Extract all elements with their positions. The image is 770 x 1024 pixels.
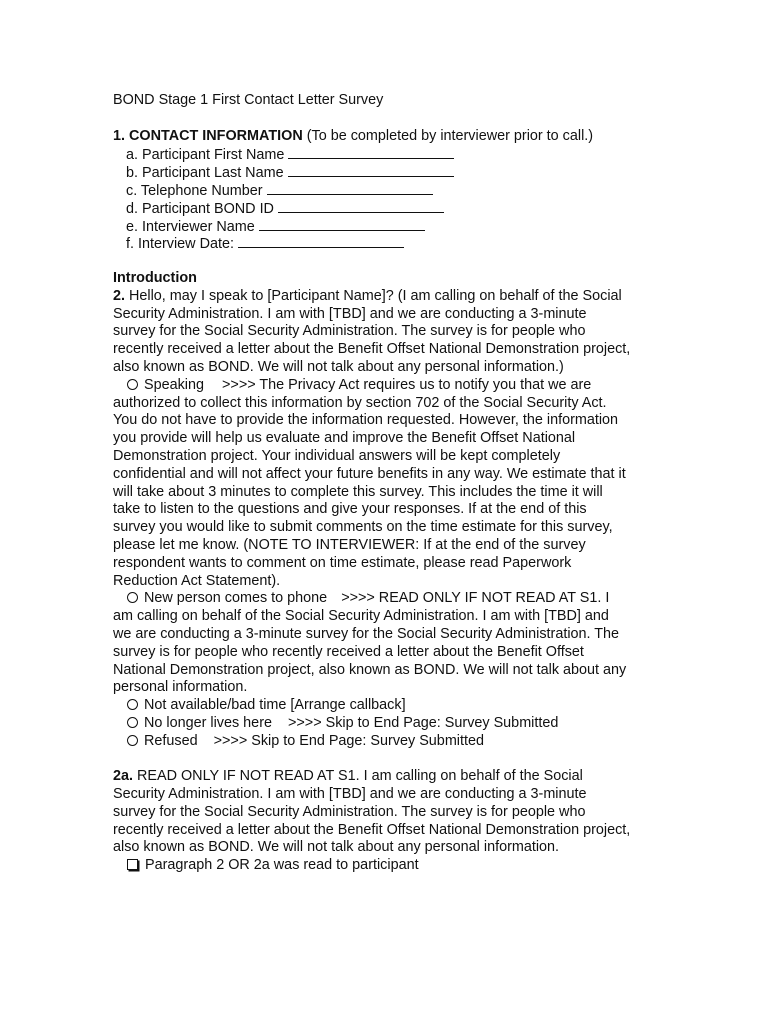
field-interview-date[interactable] [113, 234, 673, 252]
document-title: BOND Stage 1 First Contact Letter Survey [113, 92, 384, 108]
q2a-number: 2a. [113, 768, 134, 785]
q2-line: survey for the Social Security Administration. The survey is for people who [113, 323, 586, 340]
q2a-line: survey for the Social Security Administration. The survey is for people who [113, 803, 586, 820]
newperson-text-line: National Demonstration project, also known as BOND. We will not talk about any [113, 661, 627, 678]
field-blank[interactable] [288, 145, 454, 159]
survey-document [113, 92, 673, 875]
option-instruction: >>>> READ ONLY IF NOT READ AT S1. I [341, 590, 610, 607]
introduction-heading: Introduction [113, 269, 197, 286]
section1-heading: 1. CONTACT INFORMATION [113, 127, 303, 144]
q2a-text: READ ONLY IF NOT READ AT S1. I am calling on behalf of the Social [133, 768, 583, 785]
field-blank[interactable] [278, 199, 444, 213]
field-telephone[interactable] [113, 181, 673, 199]
newperson-text-line: am calling on behalf of the Social Security Administration. I am with [TBD] and [113, 608, 609, 625]
radio-icon[interactable] [127, 735, 138, 746]
speaking-text-line: confidential and will not affect your future benefits in any way. We estimate that it [113, 465, 626, 482]
field-label: d. Participant BOND ID [126, 200, 274, 217]
q2-line: Security Administration. I am with [TBD] and we are conducting a 3-minute [113, 305, 587, 322]
field-interviewer-name[interactable] [113, 217, 673, 235]
speaking-text-line: respondent wants to comment on time estimate, please read Paperwork [113, 554, 572, 571]
q2a-line [113, 768, 673, 786]
q2-text: Hello, may I speak to [Participant Name]? (I am calling on behalf of the Social [125, 287, 622, 304]
field-label: f. Interview Date: [126, 236, 234, 253]
q2-line [113, 288, 673, 306]
option-label: New person comes to phone [144, 590, 328, 607]
newperson-text-line: survey is for people who recently received a letter about the Benefit Offset [113, 643, 584, 660]
radio-icon[interactable] [127, 592, 138, 603]
radio-icon[interactable] [127, 699, 138, 710]
option-instruction: >>>> Skip to End Page: Survey Submitted [287, 714, 559, 731]
radio-icon[interactable] [127, 717, 138, 728]
field-label: e. Interviewer Name [126, 218, 255, 235]
option-label: Not available/bad time [Arrange callback] [144, 697, 406, 714]
option-label: Refused [144, 732, 198, 749]
option-no-longer-lives-here[interactable] [113, 715, 673, 733]
speaking-text-line: authorized to collect this information by section 702 of the Social Security Act. [113, 394, 607, 411]
field-blank[interactable] [267, 181, 433, 195]
field-bond-id[interactable] [113, 199, 673, 217]
option-instruction: >>>> The Privacy Act requires us to notify you that we are [222, 376, 592, 393]
checkbox-paragraph-read[interactable] [113, 857, 673, 875]
speaking-text-line: survey you would like to submit comments on the time estimate for this survey, [113, 519, 613, 536]
speaking-text-line: You do not have to provide the information requested. However, the information [113, 412, 619, 429]
field-label: c. Telephone Number [126, 182, 263, 199]
speaking-text-line: take to listen to the questions and give your responses. If at the end of this [113, 501, 587, 518]
option-not-available[interactable] [113, 697, 673, 715]
option-refused[interactable] [113, 733, 673, 751]
field-last-name[interactable] [113, 163, 673, 181]
speaking-text-line: please let me know. (NOTE TO INTERVIEWER: If at the end of the survey [113, 536, 586, 553]
field-first-name[interactable] [113, 145, 673, 163]
newperson-text-line: we are conducting a 3-minute survey for the Social Security Administration. The [113, 625, 620, 642]
option-instruction: >>>> Skip to End Page: Survey Submitted [213, 732, 485, 749]
section1-note: (To be completed by interviewer prior to call.) [302, 127, 594, 144]
field-label: b. Participant Last Name [126, 165, 284, 182]
option-new-person[interactable] [113, 590, 673, 608]
field-blank[interactable] [288, 163, 454, 177]
q2a-line: also known as BOND. We will not talk about any personal information. [113, 839, 560, 856]
option-speaking[interactable] [113, 377, 673, 395]
option-label: Speaking [144, 376, 205, 393]
newperson-text-line: personal information. [113, 679, 248, 696]
checkbox-label: Paragraph 2 OR 2a was read to participant [145, 857, 419, 874]
q2a-line: Security Administration. I am with [TBD] and we are conducting a 3-minute [113, 786, 587, 803]
q2a-line: recently received a letter about the Benefit Offset National Demonstration project, [113, 821, 631, 838]
speaking-text-line: you provide will help us evaluate and improve the Benefit Offset National [113, 430, 576, 447]
section1-heading-line [113, 128, 673, 146]
field-label: a. Participant First Name [126, 147, 285, 164]
speaking-text-line: Demonstration project. Your individual answers will be kept completely [113, 447, 561, 464]
q2-line: recently received a letter about the Benefit Offset National Demonstration project, [113, 341, 631, 358]
checkbox-icon[interactable] [127, 859, 138, 870]
q2-line: also known as BOND. We will not talk about any personal information.) [113, 358, 564, 375]
speaking-text-line: will take about 3 minutes to complete this survey. This includes the time it will [113, 483, 603, 500]
radio-icon[interactable] [127, 379, 138, 390]
q2-number: 2. [113, 287, 126, 304]
speaking-text-line: Reduction Act Statement). [113, 572, 281, 589]
field-blank[interactable] [259, 217, 425, 231]
option-label: No longer lives here [144, 714, 272, 731]
field-blank[interactable] [238, 234, 404, 248]
